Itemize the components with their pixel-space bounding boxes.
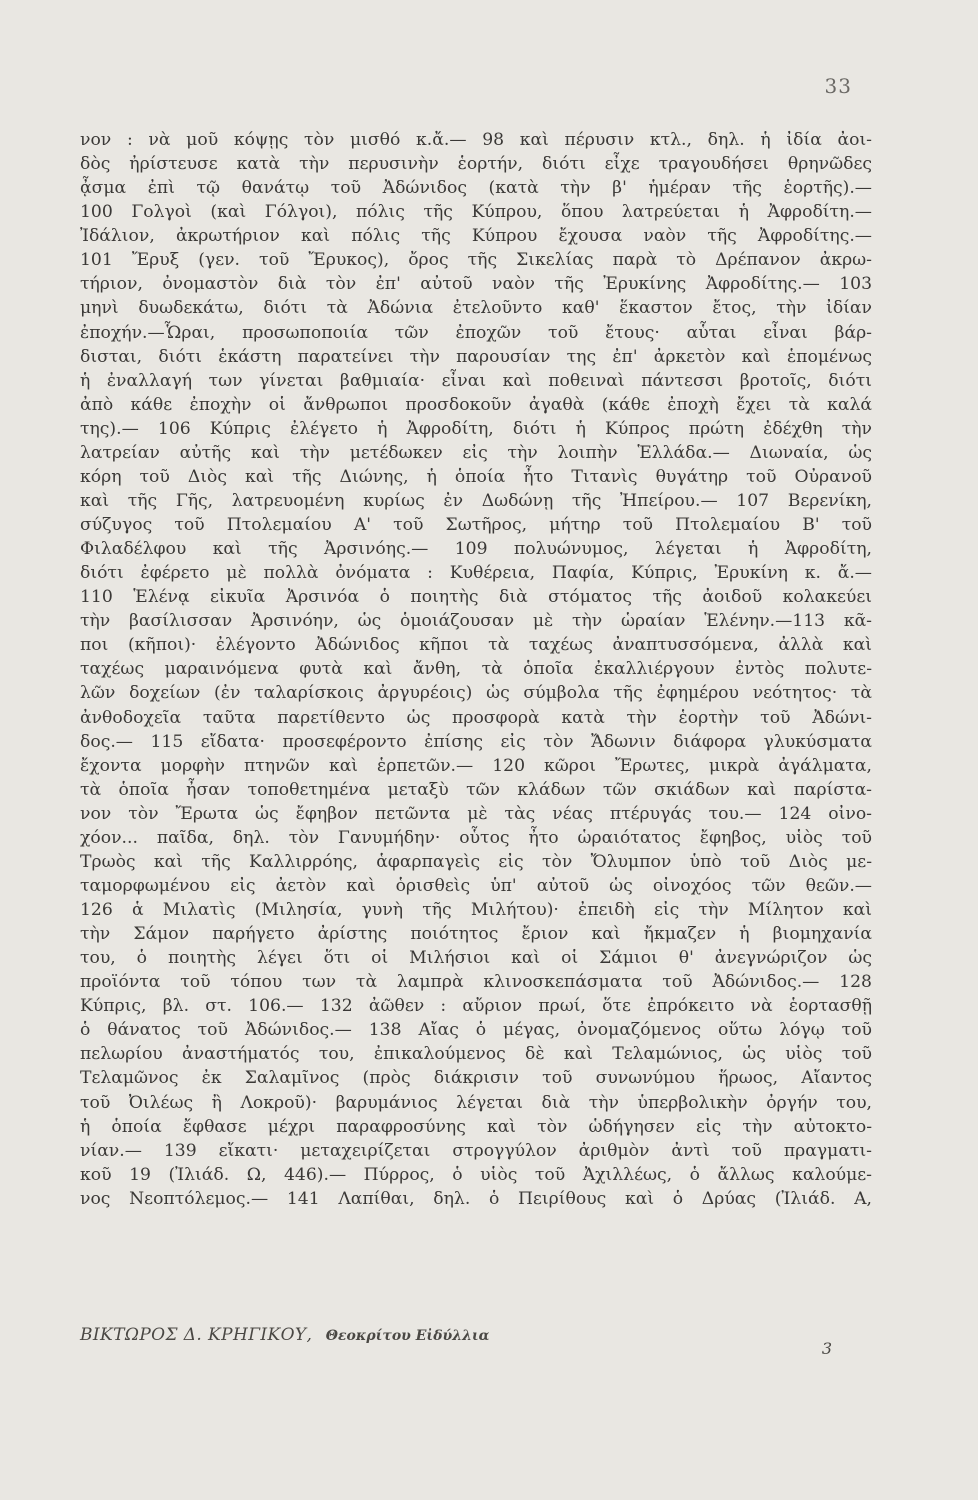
commentary-text <box>80 128 872 1235</box>
text-line: 110 Ἑλένᾳ εἰκυῖα Ἀρσινόα ὁ ποιητὴς διὰ στόματος τῆς ἀοιδοῦ κολακεύει <box>80 587 872 608</box>
signature-line <box>80 1325 832 1358</box>
text-line: λατρείαν αὐτῆς καὶ τὴν μετέδωκεν εἰς τὴν λοιπὴν Ἑλλάδα.— Διωναία, ὡς <box>80 442 872 463</box>
signature-number: 3 <box>821 1339 832 1358</box>
text-line: σύζυγος τοῦ Πτολεμαίου Α' τοῦ Σωτῆρος, μήτηρ τοῦ Πτολεμαίου Β' τοῦ <box>80 515 872 535</box>
text-line <box>80 1211 872 1235</box>
text-line: του, ὁ ποιητὴς λέγει ὅτι οἱ Μιλήσιοι καὶ οἱ Σάμιοι θ' ἀνεγνώριζον ὡς <box>80 948 872 969</box>
text-line: νος Νεοπτόλεμος.— 141 Λαπίθαι, δηλ. ὁ Πειρίθους καὶ ὁ Δρύας (Ἰλιάδ. Α, <box>80 1188 872 1209</box>
text-line: ἐποχήν.—Ὧραι, προσωποποιία τῶν ἐποχῶν τοῦ ἔτους· αὗται εἶναι βάρ- <box>80 322 872 343</box>
text-line: Τελαμῶνος ἐκ Σαλαμῖνος (πρὸς διάκρισιν τοῦ συνωνύμου ἥρωος, Αἴαντος <box>80 1068 872 1089</box>
text-line: Τρωὸς καὶ τῆς Καλλιρρόης, ἁφαρπαγεὶς εἰς τὸν Ὄλυμπον ὑπὸ τοῦ Διὸς με- <box>80 851 872 872</box>
text-line: τὰ ὁποῖα ἦσαν τοποθετημένα μεταξὺ τῶν κλάδων τῶν σκιάδων καὶ παρίστα- <box>80 779 872 800</box>
text-line: κόρη τοῦ Διὸς καὶ τῆς Διώνης, ἡ ὁποία ἦτο Τιτανὶς θυγάτηρ τοῦ Οὐρανοῦ <box>80 466 872 487</box>
text-line: δος.— 115 εἴδατα· προσεφέροντο ἐπίσης εἰς τὸν Ἄδωνιν διάφορα γλυκύσματα <box>80 731 872 752</box>
text-line: Κύπρις, βλ. στ. 106.— 132 ἀῶθεν : αὔριον πρωί, ὅτε ἐπρόκειτο νὰ ἑορτασθῇ <box>80 996 872 1017</box>
text-line: 101 Ἔρυξ (γεν. τοῦ Ἔρυκος), ὄρος τῆς Σικελίας παρὰ τὸ Δρέπανον ἀκρω- <box>80 250 872 271</box>
text-line: ἀνθοδοχεῖα ταῦτα παρετίθεντο ὡς προσφορὰ κατὰ τὴν ἑορτὴν τοῦ Ἀδώνι- <box>80 707 872 728</box>
text-line: ὁ θάνατος τοῦ Ἀδώνιδος.— 138 Αἴας ὁ μέγας, ὀνομαζόμενος οὕτω λόγῳ τοῦ <box>80 1020 872 1041</box>
text-line: τήριον, ὀνομαστὸν διὰ τὸν ἐπ' αὐτοῦ ναὸν τῆς Ἐρυκίνης Ἀφροδίτης.— 103 <box>80 274 872 295</box>
text-line: διότι ἐφέρετο μὲ πολλὰ ὀνόματα : Κυθέρεια, Παφία, Κύπρις, Ἐρυκίνη κ. ἄ.— <box>80 563 872 584</box>
signature-author: ΒΙΚΤΩΡΟΣ Δ. ΚΡΗΓΙΚΟΥ, <box>80 1325 313 1345</box>
text-line: δὸς ἠρίστευσε κατὰ τὴν περυσινὴν ἑορτήν, διότι εἶχε τραγουδήσει θρηνῶδες <box>80 154 872 175</box>
text-line: μηνὶ δυωδεκάτω, διότι τὰ Ἀδώνια ἐτελοῦντο καθ' ἕκαστον ἔτος, τὴν ἰδίαν <box>80 298 872 319</box>
text-line: ᾆσμα ἐπὶ τῷ θανάτῳ τοῦ Ἀδώνιδος (κατὰ τὴν β' ἡμέραν τῆς ἑορτῆς).— <box>80 178 872 199</box>
text-line: λῶν δοχείων (ἐν ταλαρίσκοις ἀργυρέοις) ὡς σύμβολα τῆς ἐφημέρου νεότητος· τὰ <box>80 683 872 704</box>
text-line: ταχέως μαραινόμενα φυτὰ καὶ ἄνθη, τὰ ὁποῖα ἐκαλλιέργουν ἐντὸς πολυτε- <box>80 659 872 680</box>
text-line: προϊόντα τοῦ τόπου των τὰ λαμπρὰ κλινοσκεπάσματα τοῦ Ἀδώνιδος.— 128 <box>80 972 872 993</box>
text-line: κοῦ 19 (Ἰλιάδ. Ω, 446).— Πύρρος, ὁ υἱὸς τοῦ Ἀχιλλέως, ὁ ἄλλως καλούμε- <box>80 1164 872 1185</box>
text-line: νον τὸν Ἔρωτα ὡς ἔφηβον πετῶντα μὲ τὰς νέας πτέρυγάς του.— 124 οἰνο- <box>80 803 872 824</box>
text-line: ποι (κῆποι)· ἐλέγοντο Ἀδώνιδος κῆποι τὰ ταχέως ἀναπτυσσόμενα, ἀλλὰ καὶ <box>80 635 872 656</box>
text-line: τὴν Σάμον παρήγετο ἀρίστης ποιότητος ἔριον καὶ ἤκμαζεν ἡ βιομηχανία <box>80 924 872 945</box>
text-line: 126 ἁ Μιλατὶς (Μιλησία, γυνὴ τῆς Μιλήτου)· ἐπειδὴ εἰς τὴν Μίλητον καὶ <box>80 900 872 920</box>
text-line: ἡ ὁποία ἔφθασε μέχρι παραφροσύνης καὶ τὸν ὡδήγησεν εἰς τὴν αὐτοκτο- <box>80 1116 872 1137</box>
text-line: νον : νὰ μοῦ κόψῃς τὸν μισθό κ.ἄ.— 98 καὶ πέρυσιν κτλ., δηλ. ἡ ἰδία ἀοι- <box>80 130 872 150</box>
text-line: τὴν βασίλισσαν Ἀρσινόην, ὡς ὁμοιάζουσαν μὲ τὴν ὡραίαν Ἑλένην.—113 κᾶ- <box>80 611 872 632</box>
text-line: καὶ τῆς Γῆς, λατρευομένη κυρίως ἐν Δωδώνῃ τῆς Ἠπείρου.— 107 Βερενίκη, <box>80 490 872 511</box>
text-line: νίαν.— 139 εἴκατι· μεταχειρίζεται στρογγύλον ἀριθμὸν ἀντὶ τοῦ πραγματι- <box>80 1140 872 1161</box>
text-line: πελωρίου ἀναστήματός του, ἐπικαλούμενος δὲ καὶ Τελαμώνιος, ὡς υἱὸς τοῦ <box>80 1044 872 1065</box>
text-line: 100 Γολγοὶ (καὶ Γόλγοι), πόλις τῆς Κύπρου, ὅπου λατρεύεται ἡ Ἀφροδίτη.— <box>80 202 872 223</box>
text-line: ἡ ἐναλλαγή των γίνεται βαθμιαία· εἶναι καὶ ποθειναὶ πάντεσσι βροτοῖς, διότι <box>80 370 872 391</box>
text-line: ἀπὸ κάθε ἐποχὴν οἱ ἄνθρωποι προσδοκοῦν ἀγαθὰ (κάθε ἐποχὴ ἔχει τὰ καλά <box>80 394 872 415</box>
text-line: ἔχοντα μορφὴν πτηνῶν καὶ ἑρπετῶν.— 120 κῶροι Ἔρωτες, μικρὰ ἀγάλματα, <box>80 755 872 776</box>
text-line: τοῦ Ὀιλέως ἢ Λοκροῦ)· βαρυμάνιος λέγεται διὰ τὴν ὑπερβολικὴν ὀργήν του, <box>80 1092 872 1113</box>
text-line: χόον... παῖδα, δηλ. τὸν Γανυμήδην· οὗτος ἦτο ὡραιότατος ἔφηβος, υἱὸς τοῦ <box>80 827 872 848</box>
page-number: 33 <box>824 74 852 98</box>
text-line: Ἰδάλιον, ἀκρωτήριον καὶ πόλις τῆς Κύπρου ἔχουσα ναὸν τῆς Ἀφροδίτης.— <box>80 226 872 247</box>
text-line: ταμορφωμένου εἰς ἀετὸν καὶ ὁρισθεὶς ὑπ' αὐτοῦ ὡς οἰνοχόος τῶν θεῶν.— <box>80 875 872 896</box>
text-line: δισται, διότι ἑκάστη παρατείνει τὴν παρουσίαν της ἐπ' ἀρκετὸν καὶ ἑπομένως <box>80 346 872 367</box>
text-line: Φιλαδέλφου καὶ τῆς Ἀρσινόης.— 109 πολυώνυμος, λέγεται ἡ Ἀφροδίτη, <box>80 539 872 560</box>
signature-work: Θεοκρίτου Εἰδύλλια <box>325 1328 490 1344</box>
text-line: της).— 106 Κύπρις ἐλέγετο ἡ Ἀφροδίτη, διότι ἡ Κύπρος πρώτη ἐδέχθη τὴν <box>80 418 872 439</box>
